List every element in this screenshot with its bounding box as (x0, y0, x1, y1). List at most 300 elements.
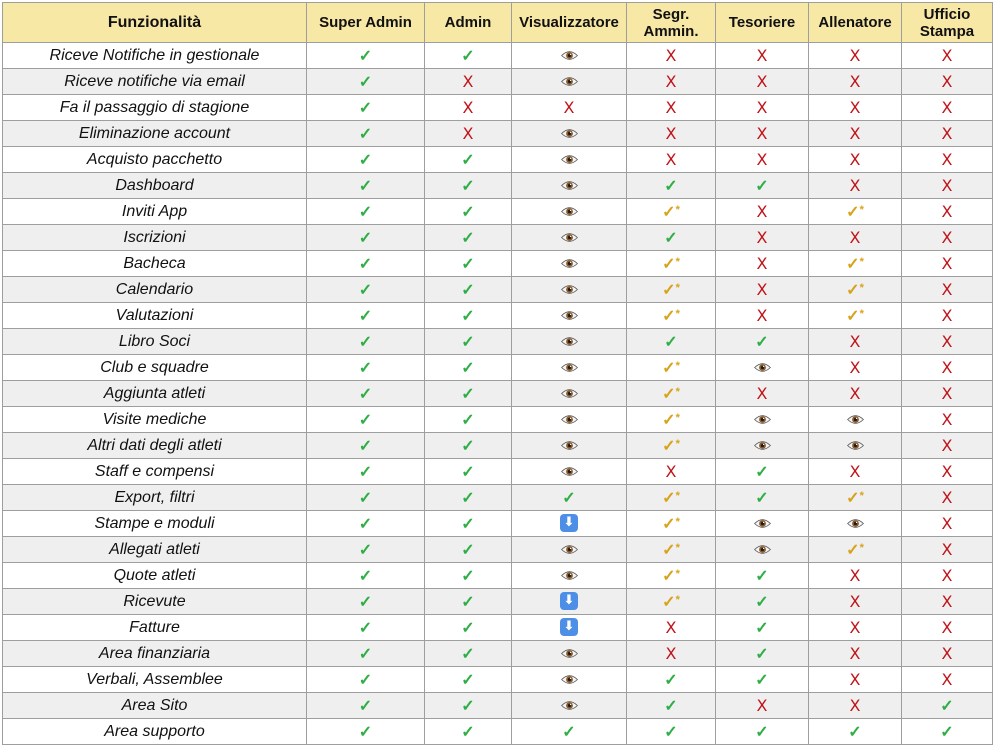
download-icon: ⬇ (560, 618, 578, 636)
permission-cell (307, 615, 425, 641)
permission-cell (512, 485, 627, 511)
permission-cell (716, 303, 809, 329)
permission-cell (716, 511, 809, 537)
table-row (3, 589, 993, 615)
permission-cell (627, 95, 716, 121)
permission-cell (512, 199, 627, 225)
permission-cell (716, 537, 809, 563)
partial-check-icon: ✓* (662, 437, 680, 455)
eye-icon (847, 414, 864, 425)
permission-cell (809, 589, 902, 615)
permission-cell (512, 303, 627, 329)
permission-cell (809, 199, 902, 225)
table-row (3, 355, 993, 381)
check-icon: ✓ (664, 333, 678, 351)
feature-name: Dashboard (3, 173, 307, 199)
check-icon: ✓ (358, 671, 373, 689)
check-icon: ✓ (358, 73, 373, 91)
eye-icon (561, 362, 578, 373)
permission-cell (716, 433, 809, 459)
permission-cell (307, 693, 425, 719)
check-icon: ✓ (461, 671, 475, 689)
permission-cell (809, 563, 902, 589)
cross-icon: X (941, 305, 953, 325)
feature-name: Stampe e moduli (3, 511, 307, 537)
permission-cell (902, 199, 993, 225)
cross-icon: X (756, 123, 768, 143)
eye-icon (561, 128, 578, 139)
cross-icon: X (941, 591, 953, 611)
permission-cell (627, 43, 716, 69)
cross-icon: X (756, 97, 768, 117)
permission-cell (627, 225, 716, 251)
permission-cell (902, 303, 993, 329)
permission-cell (809, 147, 902, 173)
permission-cell (425, 43, 512, 69)
feature-name: Area supporto (3, 719, 307, 745)
feature-name: Quote atleti (3, 563, 307, 589)
cross-icon: X (849, 357, 861, 377)
partial-check-icon: ✓* (662, 489, 680, 507)
permission-cell (627, 251, 716, 277)
permission-cell (512, 667, 627, 693)
feature-name: Riceve notifiche via email (3, 69, 307, 95)
eye-icon (561, 154, 578, 165)
permission-cell (902, 641, 993, 667)
feature-name: Iscrizioni (3, 225, 307, 251)
table-row (3, 69, 993, 95)
check-icon: ✓ (461, 489, 475, 507)
eye-icon (561, 544, 578, 555)
eye-icon (561, 466, 578, 477)
feature-name: Fa il passaggio di stagione (3, 95, 307, 121)
permission-cell (902, 459, 993, 485)
permission-cell (716, 121, 809, 147)
permission-cell (307, 95, 425, 121)
header-feature (3, 3, 307, 43)
eye-icon (561, 570, 578, 581)
permission-cell (627, 433, 716, 459)
check-icon: ✓ (461, 229, 475, 247)
eye-icon (561, 414, 578, 425)
header-role-3 (512, 3, 627, 43)
permission-cell (627, 121, 716, 147)
eye-icon (561, 284, 578, 295)
permission-cell (512, 537, 627, 563)
table-row (3, 433, 993, 459)
permission-cell (425, 303, 512, 329)
check-icon: ✓ (461, 593, 475, 611)
permission-cell (902, 615, 993, 641)
permission-cell (425, 485, 512, 511)
header-label: Funzionalità (107, 14, 202, 31)
table-row (3, 95, 993, 121)
partial-check-icon: ✓* (662, 385, 680, 403)
permission-cell (902, 355, 993, 381)
permission-cell (809, 277, 902, 303)
permission-cell (716, 251, 809, 277)
permission-cell (307, 147, 425, 173)
cross-icon: X (849, 461, 861, 481)
header-label: Admin (444, 14, 492, 31)
check-icon: ✓ (461, 177, 475, 195)
permission-cell (627, 303, 716, 329)
cross-icon: X (462, 97, 474, 117)
feature-name: Riceve Notifiche in gestionale (3, 43, 307, 69)
check-icon: ✓ (358, 463, 373, 481)
permission-cell (902, 69, 993, 95)
permission-cell (716, 485, 809, 511)
check-icon: ✓ (358, 125, 373, 143)
cross-icon: X (941, 383, 953, 403)
table-row (3, 719, 993, 745)
permission-cell (307, 173, 425, 199)
permission-cell (512, 589, 627, 615)
permission-cell (307, 329, 425, 355)
permission-cell (512, 407, 627, 433)
permission-cell (307, 589, 425, 615)
cross-icon: X (849, 227, 861, 247)
check-icon: ✓ (358, 593, 373, 611)
permission-cell (512, 277, 627, 303)
permission-cell (902, 251, 993, 277)
check-icon: ✓ (848, 723, 862, 741)
permission-cell (425, 641, 512, 667)
permission-cell (809, 95, 902, 121)
feature-name: Allegati atleti (3, 537, 307, 563)
feature-name: Club e squadre (3, 355, 307, 381)
check-icon: ✓ (358, 723, 373, 741)
table-row (3, 615, 993, 641)
cross-icon: X (849, 383, 861, 403)
permission-cell (307, 537, 425, 563)
cross-icon: X (665, 617, 677, 637)
eye-icon (847, 440, 864, 451)
table-row (3, 121, 993, 147)
permission-cell (627, 537, 716, 563)
table-row (3, 225, 993, 251)
cross-icon: X (462, 123, 474, 143)
header-label: Tesoriere (728, 14, 796, 31)
permission-cell (627, 485, 716, 511)
table-row (3, 693, 993, 719)
cross-icon: X (941, 487, 953, 507)
header-role-2 (425, 3, 512, 43)
check-icon: ✓ (461, 411, 475, 429)
check-icon: ✓ (461, 619, 475, 637)
header-role-4 (627, 3, 716, 43)
header-label: Allenatore (818, 14, 892, 31)
permission-cell (627, 329, 716, 355)
permission-cell (425, 459, 512, 485)
feature-name: Acquisto pacchetto (3, 147, 307, 173)
permission-cell (627, 199, 716, 225)
permission-cell (809, 615, 902, 641)
permission-cell (627, 563, 716, 589)
cross-icon: X (665, 45, 677, 65)
feature-name: Altri dati degli atleti (3, 433, 307, 459)
permission-cell (307, 303, 425, 329)
permission-cell (809, 433, 902, 459)
feature-name: Ricevute (3, 589, 307, 615)
eye-icon (561, 310, 578, 321)
check-icon: ✓ (755, 593, 769, 611)
feature-name: Staff e compensi (3, 459, 307, 485)
feature-name: Inviti App (3, 199, 307, 225)
cross-icon: X (941, 253, 953, 273)
permission-cell (425, 173, 512, 199)
check-icon: ✓ (664, 671, 678, 689)
permission-cell (902, 173, 993, 199)
eye-icon (847, 518, 864, 529)
permission-cell (716, 667, 809, 693)
permission-cell (627, 147, 716, 173)
cross-icon: X (462, 71, 474, 91)
cross-icon: X (756, 695, 768, 715)
permission-cell (307, 251, 425, 277)
partial-check-icon: ✓* (846, 541, 864, 559)
permission-cell (627, 667, 716, 693)
permission-cell (307, 641, 425, 667)
table-row (3, 173, 993, 199)
check-icon: ✓ (562, 489, 576, 507)
cross-icon: X (756, 253, 768, 273)
cross-icon: X (756, 45, 768, 65)
check-icon: ✓ (755, 463, 769, 481)
permission-cell (425, 589, 512, 615)
table-body (3, 43, 993, 745)
cross-icon: X (941, 175, 953, 195)
partial-check-icon: ✓* (662, 359, 680, 377)
partial-check-icon: ✓* (662, 593, 680, 611)
check-icon: ✓ (461, 47, 475, 65)
eye-icon (561, 180, 578, 191)
permission-cell (809, 251, 902, 277)
check-icon: ✓ (358, 99, 373, 117)
check-icon: ✓ (358, 619, 373, 637)
cross-icon: X (941, 201, 953, 221)
header-role-6 (809, 3, 902, 43)
check-icon: ✓ (358, 567, 373, 585)
cross-icon: X (941, 513, 953, 533)
permission-cell (902, 147, 993, 173)
permission-cell (902, 719, 993, 745)
check-icon: ✓ (461, 151, 475, 169)
permission-cell (512, 69, 627, 95)
check-icon: ✓ (358, 281, 373, 299)
permission-cell (627, 381, 716, 407)
table-row (3, 277, 993, 303)
permission-cell (809, 355, 902, 381)
table-header (3, 3, 993, 43)
check-icon: ✓ (461, 437, 475, 455)
feature-name: Bacheca (3, 251, 307, 277)
partial-check-icon: ✓* (846, 203, 864, 221)
cross-icon: X (756, 201, 768, 221)
cross-icon: X (941, 227, 953, 247)
check-icon: ✓ (461, 281, 475, 299)
permission-cell (716, 329, 809, 355)
table-row (3, 329, 993, 355)
feature-name: Visite mediche (3, 407, 307, 433)
cross-icon: X (941, 71, 953, 91)
permission-cell (809, 667, 902, 693)
permission-cell (512, 251, 627, 277)
check-icon: ✓ (755, 567, 769, 585)
cross-icon: X (756, 227, 768, 247)
permission-cell (809, 693, 902, 719)
check-icon: ✓ (461, 723, 475, 741)
permission-cell (809, 69, 902, 95)
permission-cell (716, 147, 809, 173)
cross-icon: X (665, 71, 677, 91)
cross-icon: X (665, 643, 677, 663)
header-label-line2: Ammin. (643, 22, 699, 40)
download-icon: ⬇ (560, 514, 578, 532)
permission-cell (716, 95, 809, 121)
partial-check-icon: ✓* (662, 255, 680, 273)
check-icon: ✓ (461, 255, 475, 273)
cross-icon: X (756, 279, 768, 299)
permission-cell (809, 641, 902, 667)
permission-cell (627, 511, 716, 537)
partial-check-icon: ✓* (662, 515, 680, 533)
permission-cell (716, 43, 809, 69)
check-icon: ✓ (358, 229, 373, 247)
cross-icon: X (941, 45, 953, 65)
cross-icon: X (849, 643, 861, 663)
permission-cell (902, 407, 993, 433)
cross-icon: X (941, 149, 953, 169)
permission-cell (902, 537, 993, 563)
permission-cell (307, 459, 425, 485)
permission-cell (425, 121, 512, 147)
partial-check-icon: ✓* (846, 281, 864, 299)
permission-cell (425, 511, 512, 537)
feature-name: Valutazioni (3, 303, 307, 329)
check-icon: ✓ (358, 307, 373, 325)
eye-icon (754, 440, 771, 451)
permission-cell (512, 329, 627, 355)
permission-cell (809, 537, 902, 563)
permission-cell (627, 69, 716, 95)
permission-cell (627, 641, 716, 667)
permission-cell (627, 615, 716, 641)
permission-cell (512, 719, 627, 745)
permission-cell (307, 277, 425, 303)
permission-cell (512, 433, 627, 459)
permission-cell (425, 355, 512, 381)
table-row (3, 667, 993, 693)
cross-icon: X (941, 669, 953, 689)
permission-cell (425, 563, 512, 589)
check-icon: ✓ (664, 697, 678, 715)
eye-icon (754, 362, 771, 373)
permission-cell (716, 589, 809, 615)
permission-cell (512, 693, 627, 719)
permission-cell (902, 329, 993, 355)
permission-cell (307, 719, 425, 745)
permission-cell (512, 225, 627, 251)
permission-cell (902, 511, 993, 537)
check-icon: ✓ (358, 385, 373, 403)
cross-icon: X (756, 149, 768, 169)
permission-cell (307, 407, 425, 433)
permission-cell (627, 693, 716, 719)
permission-cell (307, 433, 425, 459)
permission-cell (307, 225, 425, 251)
permission-cell (627, 589, 716, 615)
permission-cell (425, 69, 512, 95)
permission-cell (627, 277, 716, 303)
check-icon: ✓ (461, 697, 475, 715)
permission-cell (307, 199, 425, 225)
download-icon: ⬇ (560, 592, 578, 610)
permission-cell (809, 719, 902, 745)
cross-icon: X (849, 617, 861, 637)
permission-cell (716, 459, 809, 485)
cross-icon: X (849, 565, 861, 585)
partial-check-icon: ✓* (846, 307, 864, 325)
check-icon: ✓ (461, 515, 475, 533)
check-icon: ✓ (461, 203, 475, 221)
permission-cell (512, 641, 627, 667)
cross-icon: X (665, 97, 677, 117)
permission-cell (627, 407, 716, 433)
cross-icon: X (756, 383, 768, 403)
check-icon: ✓ (940, 723, 954, 741)
permission-cell (425, 95, 512, 121)
permission-cell (716, 563, 809, 589)
eye-icon (561, 648, 578, 659)
eye-icon (561, 50, 578, 61)
permission-cell (716, 69, 809, 95)
table-row (3, 407, 993, 433)
header-label: Super Admin (319, 14, 412, 31)
check-icon: ✓ (461, 333, 475, 351)
check-icon: ✓ (755, 645, 769, 663)
check-icon: ✓ (358, 697, 373, 715)
cross-icon: X (756, 71, 768, 91)
feature-name: Aggiunta atleti (3, 381, 307, 407)
eye-icon (561, 440, 578, 451)
feature-name: Libro Soci (3, 329, 307, 355)
cross-icon: X (941, 357, 953, 377)
permission-cell (716, 199, 809, 225)
feature-name: Area Sito (3, 693, 307, 719)
eye-icon (561, 700, 578, 711)
permission-cell (809, 329, 902, 355)
permission-cell (425, 719, 512, 745)
permission-cell (425, 381, 512, 407)
permission-cell (902, 485, 993, 511)
eye-icon (754, 414, 771, 425)
permission-cell (425, 407, 512, 433)
cross-icon: X (941, 617, 953, 637)
eye-icon (754, 544, 771, 555)
permission-cell (512, 615, 627, 641)
eye-icon (561, 232, 578, 243)
permission-cell (716, 277, 809, 303)
cross-icon: X (849, 669, 861, 689)
eye-icon (561, 76, 578, 87)
permission-cell (307, 121, 425, 147)
header-row (3, 3, 993, 43)
permission-cell (512, 121, 627, 147)
cross-icon: X (941, 123, 953, 143)
permission-cell (627, 719, 716, 745)
cross-icon: X (941, 97, 953, 117)
